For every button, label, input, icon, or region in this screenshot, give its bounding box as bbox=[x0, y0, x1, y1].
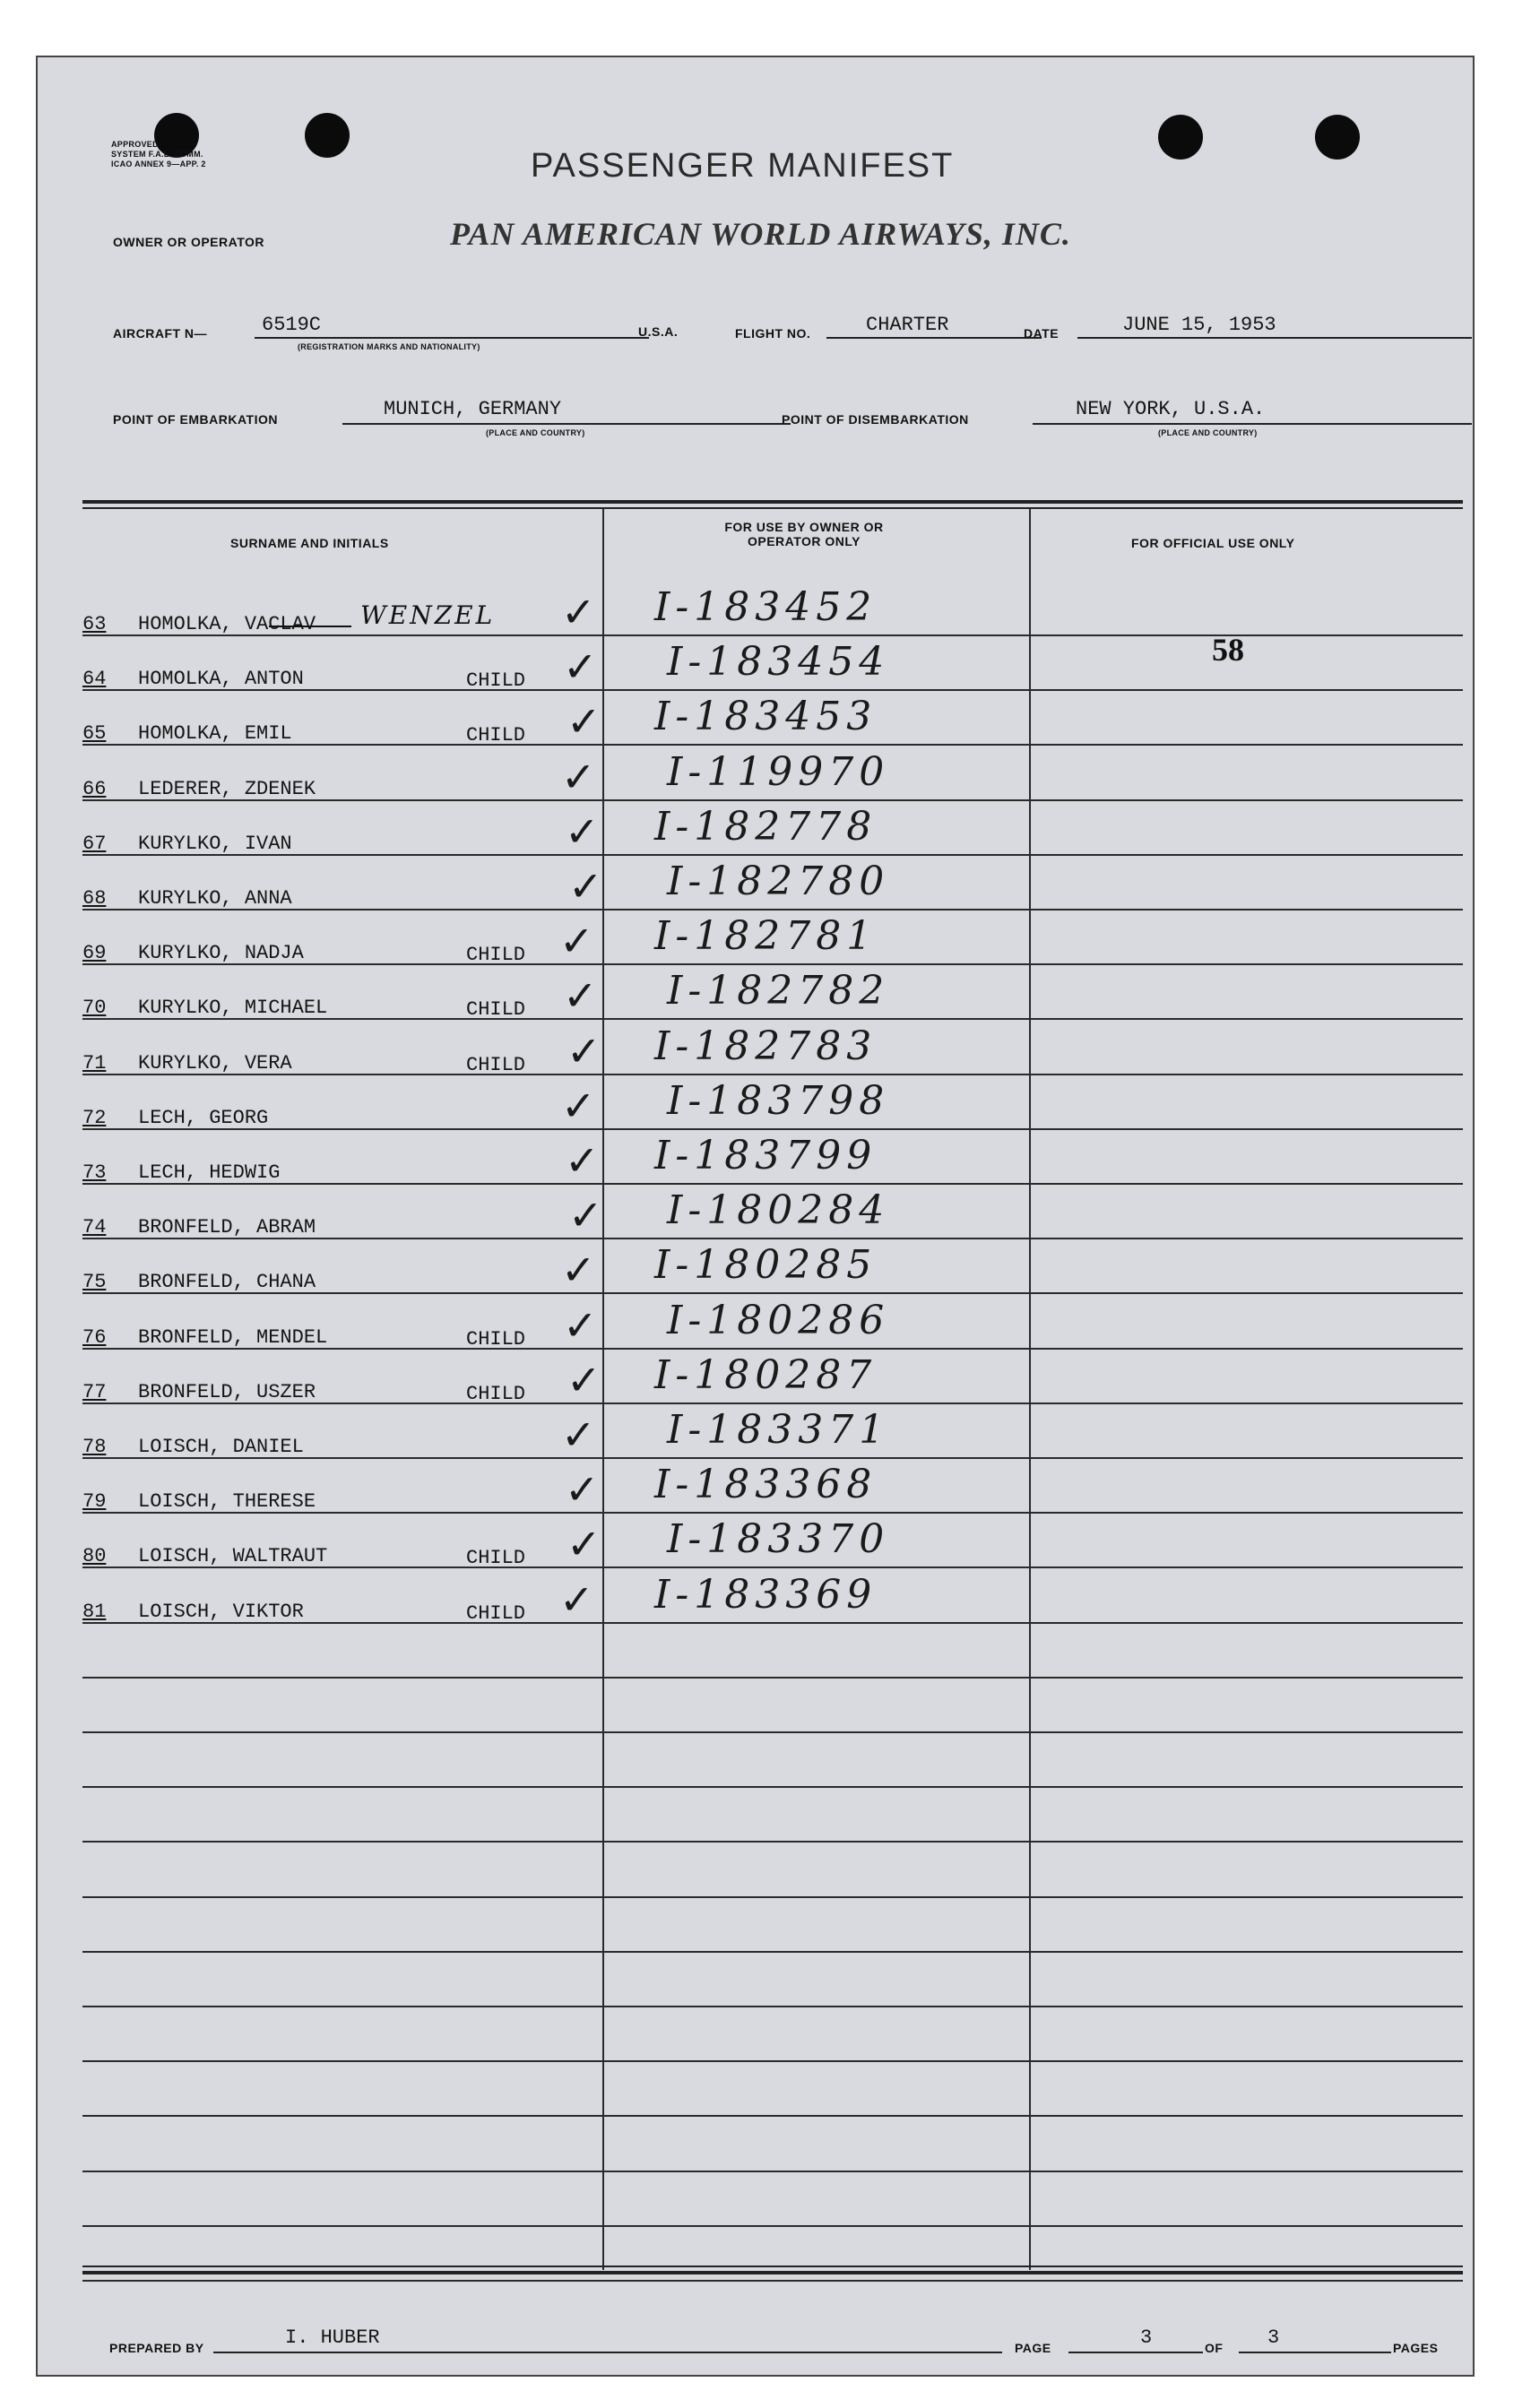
row-rule bbox=[82, 1841, 1463, 1843]
passenger-id: I-183798 bbox=[667, 1078, 890, 1124]
check-mark-icon: ✓ bbox=[561, 1246, 596, 1294]
passenger-id: I-182783 bbox=[654, 1023, 878, 1069]
check-mark-icon: ✓ bbox=[567, 1356, 601, 1404]
punch-hole bbox=[1315, 115, 1360, 160]
rule bbox=[213, 2352, 1002, 2353]
row-rule bbox=[82, 1677, 1463, 1679]
rule bbox=[255, 337, 649, 339]
passenger-id: I-183454 bbox=[667, 639, 890, 685]
passenger-id: I-182781 bbox=[654, 913, 878, 959]
row-number: 71 bbox=[82, 1052, 107, 1075]
row-number: 64 bbox=[82, 668, 107, 690]
child-flag: CHILD bbox=[466, 1383, 526, 1405]
row-number: 67 bbox=[82, 833, 107, 855]
table-bottom-rule bbox=[82, 2271, 1463, 2274]
passenger-name: HOMOLKA, VACLAV bbox=[138, 613, 316, 635]
passenger-name: KURYLKO, MICHAEL bbox=[138, 997, 328, 1019]
flight-no-value: CHARTER bbox=[866, 314, 949, 336]
nationality: U.S.A. bbox=[638, 324, 679, 339]
passenger-id: I-180285 bbox=[654, 1242, 878, 1288]
embark-label: POINT OF EMBARKATION bbox=[113, 412, 278, 427]
row-number: 76 bbox=[82, 1326, 107, 1349]
aircraft-sub: (REGISTRATION MARKS AND NATIONALITY) bbox=[298, 342, 480, 351]
check-mark-icon: ✓ bbox=[568, 1191, 603, 1239]
table-bottom-rule bbox=[82, 2266, 1463, 2267]
table-top-rule bbox=[82, 500, 1463, 504]
row-number: 70 bbox=[82, 997, 107, 1019]
check-mark-icon: ✓ bbox=[568, 862, 603, 911]
col-header-owner: FOR USE BY OWNER OR OPERATOR ONLY bbox=[724, 520, 884, 548]
disembark-label: POINT OF DISEMBARKATION bbox=[782, 412, 969, 427]
passenger-id: I-183799 bbox=[654, 1133, 878, 1178]
row-number: 66 bbox=[82, 778, 107, 800]
row-rule bbox=[82, 2171, 1463, 2172]
passenger-id: I-183453 bbox=[654, 694, 878, 739]
page-value: 3 bbox=[1140, 2326, 1153, 2349]
check-mark-icon: ✓ bbox=[565, 1465, 600, 1514]
approval-line: ICAO ANNEX 9—APP. 2 bbox=[111, 160, 206, 168]
check-mark-icon: ✓ bbox=[565, 1136, 600, 1185]
passenger-name: KURYLKO, NADJA bbox=[138, 942, 304, 964]
passenger-id: I-183369 bbox=[654, 1572, 878, 1618]
child-flag: CHILD bbox=[466, 1547, 526, 1569]
row-number: 79 bbox=[82, 1490, 107, 1513]
rule bbox=[1068, 2352, 1203, 2353]
disembark-value: NEW YORK, U.S.A. bbox=[1076, 398, 1266, 420]
col-header-official: FOR OFFICIAL USE ONLY bbox=[1131, 536, 1295, 550]
child-flag: CHILD bbox=[466, 1602, 526, 1625]
row-rule bbox=[82, 1731, 1463, 1733]
rule bbox=[1239, 2352, 1391, 2353]
strikeout bbox=[269, 626, 351, 627]
passenger-id: I-182782 bbox=[667, 968, 890, 1014]
passenger-id: I-183368 bbox=[654, 1462, 878, 1507]
rule bbox=[342, 423, 791, 425]
passenger-name: LOISCH, THERESE bbox=[138, 1490, 316, 1513]
official-note: 58 bbox=[1212, 632, 1244, 668]
of-label: OF bbox=[1205, 2341, 1224, 2355]
row-number: 72 bbox=[82, 1107, 107, 1129]
row-number: 65 bbox=[82, 722, 107, 745]
owner-value: PAN AMERICAN WORLD AIRWAYS, INC. bbox=[450, 216, 1071, 252]
passenger-name: BRONFELD, CHANA bbox=[138, 1271, 316, 1293]
aircraft-label: AIRCRAFT N— bbox=[113, 326, 208, 341]
owner-label: OWNER OR OPERATOR bbox=[113, 235, 264, 249]
row-number: 73 bbox=[82, 1161, 107, 1184]
row-rule bbox=[82, 2060, 1463, 2062]
check-mark-icon: ✓ bbox=[563, 1301, 598, 1350]
row-rule bbox=[82, 2006, 1463, 2007]
check-mark-icon: ✓ bbox=[559, 1575, 594, 1624]
passenger-name: KURYLKO, VERA bbox=[138, 1052, 292, 1075]
name-correction: WENZEL bbox=[360, 600, 496, 630]
row-number: 78 bbox=[82, 1436, 107, 1458]
date-label: DATE bbox=[1024, 326, 1060, 341]
row-number: 74 bbox=[82, 1216, 107, 1239]
passenger-id: I-183452 bbox=[654, 584, 878, 630]
row-number: 75 bbox=[82, 1271, 107, 1293]
passenger-name: LEDERER, ZDENEK bbox=[138, 778, 316, 800]
passenger-id: I-180286 bbox=[667, 1298, 890, 1343]
col-header-surname: SURNAME AND INITIALS bbox=[230, 536, 389, 550]
row-number: 80 bbox=[82, 1545, 107, 1567]
passenger-name: LECH, HEDWIG bbox=[138, 1161, 281, 1184]
flight-no-label: FLIGHT NO. bbox=[735, 326, 811, 341]
check-mark-icon: ✓ bbox=[561, 1082, 596, 1130]
passenger-id: I-182780 bbox=[667, 859, 890, 904]
embark-value: MUNICH, GERMANY bbox=[384, 398, 562, 420]
check-mark-icon: ✓ bbox=[567, 1520, 601, 1568]
row-rule bbox=[82, 2115, 1463, 2117]
child-flag: CHILD bbox=[466, 669, 526, 692]
rule bbox=[1033, 423, 1472, 425]
rule bbox=[1077, 337, 1472, 339]
of-value: 3 bbox=[1267, 2326, 1280, 2349]
child-flag: CHILD bbox=[466, 998, 526, 1021]
passenger-name: LOISCH, DANIEL bbox=[138, 1436, 304, 1458]
manifest-sheet bbox=[36, 56, 1475, 2377]
check-mark-icon: ✓ bbox=[567, 697, 601, 746]
prepared-label: PREPARED BY bbox=[109, 2341, 204, 2355]
pages-label: PAGES bbox=[1393, 2341, 1439, 2355]
prepared-value: I. HUBER bbox=[285, 2326, 380, 2349]
table-top-rule bbox=[82, 507, 1463, 509]
aircraft-value: 6519C bbox=[262, 314, 322, 336]
rule bbox=[826, 337, 1042, 339]
embark-sub: (PLACE AND COUNTRY) bbox=[486, 428, 585, 437]
approval-note bbox=[111, 140, 206, 169]
passenger-name: LOISCH, WALTRAUT bbox=[138, 1545, 328, 1567]
passenger-name: LOISCH, VIKTOR bbox=[138, 1601, 304, 1623]
check-mark-icon: ✓ bbox=[561, 588, 596, 636]
child-flag: CHILD bbox=[466, 1328, 526, 1351]
page-title: PASSENGER MANIFEST bbox=[531, 147, 955, 185]
row-rule bbox=[82, 1786, 1463, 1788]
check-mark-icon: ✓ bbox=[559, 917, 594, 965]
passenger-name: BRONFELD, USZER bbox=[138, 1381, 316, 1403]
disembark-sub: (PLACE AND COUNTRY) bbox=[1158, 428, 1258, 437]
child-flag: CHILD bbox=[466, 724, 526, 747]
child-flag: CHILD bbox=[466, 1054, 526, 1076]
row-number: 69 bbox=[82, 942, 107, 964]
passenger-name: LECH, GEORG bbox=[138, 1107, 269, 1129]
row-rule bbox=[82, 2280, 1463, 2282]
passenger-id: I-180284 bbox=[667, 1187, 890, 1233]
passenger-name: KURYLKO, ANNA bbox=[138, 887, 292, 910]
check-mark-icon: ✓ bbox=[563, 643, 598, 691]
passenger-id: I-180287 bbox=[654, 1352, 878, 1398]
row-rule bbox=[82, 1896, 1463, 1898]
date-value: JUNE 15, 1953 bbox=[1122, 314, 1276, 336]
passenger-id: I-182778 bbox=[654, 804, 878, 850]
passenger-id: I-183370 bbox=[667, 1516, 890, 1562]
child-flag: CHILD bbox=[466, 944, 526, 966]
approval-line: SYSTEM F.A.L. COMM. bbox=[111, 150, 203, 159]
check-mark-icon: ✓ bbox=[561, 1411, 596, 1459]
check-mark-icon: ✓ bbox=[565, 807, 600, 856]
page-label: PAGE bbox=[1015, 2341, 1051, 2355]
check-mark-icon: ✓ bbox=[561, 753, 596, 801]
passenger-name: KURYLKO, IVAN bbox=[138, 833, 292, 855]
punch-hole bbox=[1158, 115, 1203, 160]
passenger-name: BRONFELD, MENDEL bbox=[138, 1326, 328, 1349]
row-rule bbox=[82, 1951, 1463, 1953]
approval-line: APPROVED bbox=[111, 140, 159, 149]
check-mark-icon: ✓ bbox=[563, 971, 598, 1020]
passenger-name: HOMOLKA, ANTON bbox=[138, 668, 304, 690]
row-rule bbox=[82, 2225, 1463, 2227]
passenger-id: I-183371 bbox=[667, 1407, 890, 1453]
row-number: 77 bbox=[82, 1381, 107, 1403]
punch-hole bbox=[305, 113, 350, 158]
row-number: 68 bbox=[82, 887, 107, 910]
passenger-name: BRONFELD, ABRAM bbox=[138, 1216, 316, 1239]
row-number: 63 bbox=[82, 613, 107, 635]
row-number: 81 bbox=[82, 1601, 107, 1623]
passenger-name: HOMOLKA, EMIL bbox=[138, 722, 292, 745]
passenger-id: I-119970 bbox=[667, 749, 890, 795]
check-mark-icon: ✓ bbox=[567, 1027, 601, 1075]
